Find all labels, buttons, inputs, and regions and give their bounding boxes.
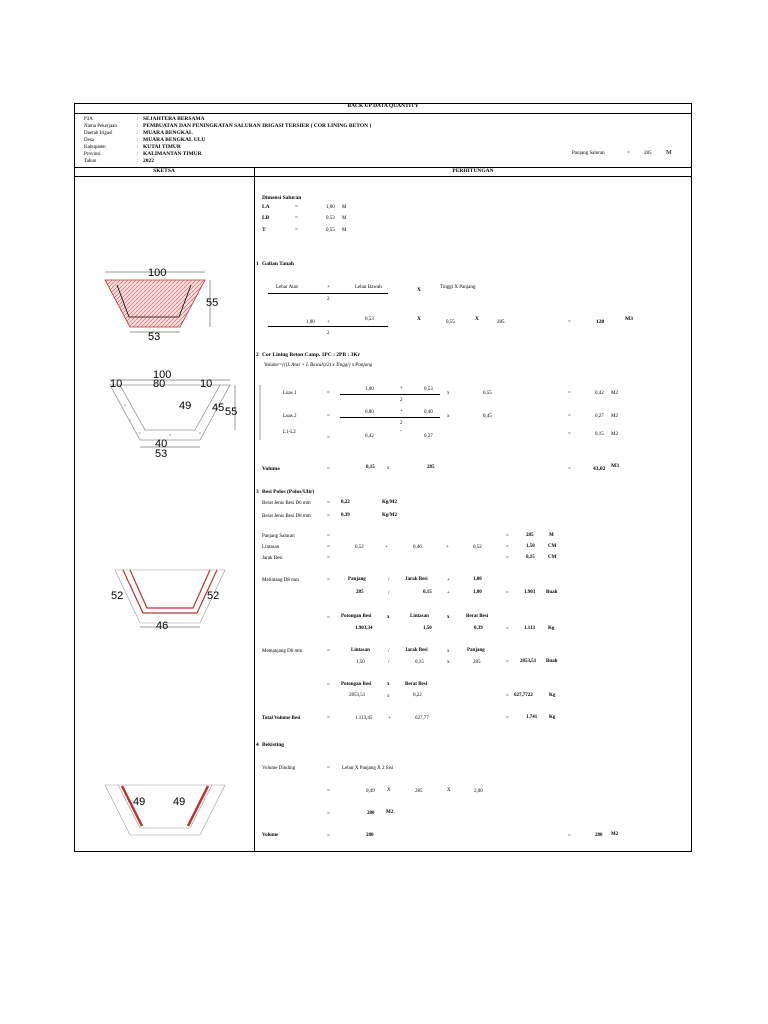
value: 627,77: [415, 716, 429, 721]
row-eq: =: [327, 649, 330, 654]
row-label: Volume: [262, 833, 279, 838]
value: 1,50: [356, 660, 365, 665]
value: 0,52: [355, 545, 364, 550]
dim-label: 100: [148, 267, 167, 279]
dim-label: 49: [133, 796, 146, 808]
document-sheet: [74, 103, 692, 852]
value-op: -: [400, 429, 402, 434]
value-op: x: [387, 466, 390, 471]
result-value: 627,7722: [514, 693, 533, 698]
formula-term: Potongan Besi: [341, 614, 372, 619]
value: 285: [497, 320, 505, 325]
dim-label: 52: [207, 590, 220, 602]
result-unit: M3: [611, 463, 619, 469]
dim-label: 100: [153, 369, 172, 381]
section-number: 4: [256, 742, 259, 748]
value: 0,80: [365, 410, 374, 415]
result-eq: =: [506, 591, 509, 596]
unit: Kg/M2: [382, 513, 397, 518]
row-eq: =: [327, 414, 330, 419]
row-label: Luas 1: [283, 391, 297, 396]
formula-term: Potongan Besi: [341, 682, 372, 687]
formula-term: Tinggi X Panjang: [440, 285, 476, 290]
value-op: +: [446, 545, 449, 550]
row-label: Jarak Besi: [262, 556, 283, 561]
info-label-desa: Desa: [84, 138, 94, 143]
value-op: +: [327, 320, 330, 325]
info-label-tahun: Tahun: [84, 159, 97, 164]
value: 0,42: [365, 434, 374, 439]
formula-op: x: [387, 615, 390, 620]
dim-label: 10: [200, 378, 213, 390]
fraction-bar: [268, 326, 388, 327]
value: 0,15: [423, 590, 432, 595]
row-label: Luas 2: [283, 414, 297, 419]
result-unit: M2: [611, 432, 618, 437]
result-unit: M3: [625, 316, 633, 322]
value-op: x: [447, 414, 450, 419]
result-value: 0,27: [595, 414, 604, 419]
row-label: Melintang D8 mm: [262, 578, 299, 583]
value-op: /: [388, 591, 390, 596]
formula-op: /: [388, 578, 390, 583]
row-eq: =: [327, 716, 330, 721]
info-value-p3a: SEJAHTERA BERSAMA: [143, 116, 205, 122]
formula-op: X: [417, 287, 421, 293]
dimensi-key: LA: [262, 204, 270, 210]
unit: M2: [386, 810, 394, 815]
formula-op: x: [447, 649, 450, 654]
value: 285: [415, 789, 423, 794]
info-label-p3a: P3A: [84, 117, 93, 122]
info-label-daerah: Daerah Irigasi: [84, 131, 113, 136]
value: 0,39: [341, 513, 350, 518]
formula-op: x: [387, 682, 390, 687]
value-op: +: [385, 545, 388, 550]
info-value-tahun: 2022: [143, 158, 154, 164]
formula-op: x: [447, 615, 450, 620]
row-label: Lintasan: [262, 545, 280, 550]
info-value-provinsi: KALIMANTAN TIMUR: [143, 151, 202, 157]
row-eq: =: [327, 616, 330, 621]
dimensi-key: LB: [262, 215, 270, 221]
result-unit: M2: [611, 391, 618, 396]
row-eq: =: [327, 514, 330, 519]
section-title: Galian Tanah: [262, 261, 294, 267]
result-eq: =: [568, 320, 571, 325]
unit: Kg/M2: [382, 500, 397, 505]
value: 0,53: [424, 387, 433, 392]
formula-term: Panjang: [467, 648, 485, 653]
value: 285: [356, 590, 364, 595]
dimensi-unit: M: [342, 205, 347, 210]
panjang-value: 285: [644, 151, 652, 156]
value-op: +: [400, 386, 403, 391]
value: 0,15: [415, 660, 424, 665]
value: 1,00: [365, 387, 374, 392]
dimensi-unit: M: [342, 228, 347, 233]
row-label: Berat Jenis Besi D8 mm: [262, 514, 311, 519]
sketch-bekisting: [100, 780, 230, 840]
result-eq: =: [506, 660, 509, 665]
formula-term: Lebar Bawah: [355, 285, 382, 290]
result-value: 0,15: [526, 555, 535, 560]
row-eq: =: [327, 683, 330, 688]
value-op: /: [388, 660, 390, 665]
value: 280: [367, 811, 375, 816]
result-value: 2853,51: [520, 659, 537, 664]
value: 0,55: [446, 320, 455, 325]
dimensi-title: Dimensi Saluran: [262, 195, 302, 201]
row-label: L1-L2: [283, 430, 296, 435]
value: 1,00: [306, 320, 315, 325]
result-eq: =: [568, 432, 571, 437]
result-unit: Kg: [548, 626, 555, 631]
value: 0,40: [424, 410, 433, 415]
result-eq: =: [506, 694, 509, 699]
value: 0,46: [413, 545, 422, 550]
value: 0,52: [473, 545, 482, 550]
panjang-eq: =: [627, 151, 630, 156]
info-colon: :: [137, 124, 139, 129]
formula-op: /: [388, 649, 390, 654]
value-op: +: [388, 716, 391, 721]
dim-label: 10: [110, 378, 123, 390]
value: 0,27: [424, 434, 433, 439]
header-sketsa: SKETSA: [153, 168, 175, 174]
result-eq: =: [568, 414, 571, 419]
dim-label: 46: [156, 620, 169, 632]
result-eq: =: [506, 627, 509, 632]
info-value-desa: MUARA BENGKAL ULU: [143, 137, 206, 143]
sketch-cor-lining: [100, 375, 270, 465]
value: 1.903,34: [355, 626, 373, 631]
value-divisor: 2: [327, 331, 330, 336]
info-colon: :: [137, 117, 139, 122]
result-value: 1.903: [524, 590, 536, 595]
section-title: Cor Lining Beton Camp. 1PC : 2PB : 3Kr: [262, 352, 361, 358]
result-eq: =: [506, 716, 509, 721]
result-value: 0,15: [595, 432, 604, 437]
row-eq: =: [327, 766, 330, 771]
result-unit: M2: [611, 414, 618, 419]
dim-label: 45: [212, 402, 225, 414]
row-label: Volume: [262, 466, 280, 472]
fraction-bar: [340, 394, 440, 395]
fraction-bar: [340, 417, 440, 418]
formula: Volume={((L Atas + L Bawah)/2) x Tinggi} x Panjang: [264, 363, 373, 368]
info-value-pekerjaan: PEMBUATAN DAN PENINGKATAN SALURAN IRIGASI TERSIER ( COR LINING BETON ): [143, 123, 372, 129]
header-perhitungan: PERHITUNGAN: [452, 168, 494, 174]
value: 0,22: [341, 500, 350, 505]
dim-label: 53: [148, 331, 161, 343]
value: 0,22: [413, 693, 422, 698]
row-eq: =: [327, 391, 330, 396]
result-value: 0,42: [595, 391, 604, 396]
value: 285: [427, 465, 435, 470]
section-number: 1: [256, 261, 259, 267]
value: 2853,51: [349, 693, 366, 698]
dim-label: 49: [179, 400, 192, 412]
value: 280: [366, 833, 374, 838]
formula-term: Jarak Besi: [405, 577, 428, 582]
dimensi-eq: =: [295, 216, 298, 221]
row-eq: =: [327, 501, 330, 506]
dim-label: 52: [111, 590, 124, 602]
formula-term: Panjang: [348, 577, 366, 582]
row-eq: =: [327, 578, 330, 583]
dimensi-value: 1,00: [326, 205, 335, 210]
formula-term: 1,00: [473, 577, 482, 582]
row-eq: =: [327, 834, 330, 839]
formula-term: Jarak Besi: [405, 648, 428, 653]
row-eq: =: [327, 545, 330, 550]
row-eq: =: [327, 812, 330, 817]
dim-label: 49: [173, 796, 186, 808]
info-colon: :: [137, 131, 139, 136]
column-divider: [254, 167, 255, 852]
formula-term: Berat Besi: [405, 682, 428, 687]
value-op: X: [387, 788, 391, 793]
info-colon: :: [137, 145, 139, 150]
row-label: Berat Jenis Besi D6 mm: [262, 501, 311, 506]
doc-title: BACK UP DATA QUANTITY: [347, 103, 419, 109]
dimensi-unit: M: [342, 216, 347, 221]
formula-term: Lintasan: [410, 614, 429, 619]
value-op: x: [387, 694, 390, 699]
value: 0,45: [483, 414, 492, 419]
value-op: X: [475, 316, 479, 322]
section-number: 3: [256, 489, 259, 495]
dim-label: 40: [155, 438, 168, 450]
value-divisor: 2: [400, 398, 403, 403]
dim-label: 80: [153, 378, 166, 390]
info-colon: :: [137, 138, 139, 143]
value-op: +: [400, 409, 403, 414]
result-unit: CM: [548, 555, 557, 560]
dim-label: 53: [155, 448, 168, 460]
result-unit: M: [549, 533, 554, 538]
result-eq: =: [568, 834, 571, 839]
result-unit: CM: [548, 544, 557, 549]
formula-term: Lebar Atas: [276, 285, 298, 290]
result-value: 43,02: [593, 466, 606, 472]
value-op: x: [447, 660, 450, 665]
row-eq: =: [327, 556, 330, 561]
dimensi-eq: =: [295, 228, 298, 233]
result-eq: =: [506, 534, 509, 539]
dimensi-value: 0,53: [326, 216, 335, 221]
result-value: 1,50: [526, 544, 535, 549]
panjang-label: Panjang Saluran: [572, 151, 605, 156]
section-title: Besi Polos (Polos/Ulir): [262, 489, 315, 495]
row-label: Volume Dinding: [262, 766, 296, 771]
divider: [74, 176, 692, 177]
section-title: Bekisting: [262, 742, 285, 748]
value-divisor: 2: [400, 421, 403, 426]
info-value-daerah: MUARA BENGKAL: [143, 130, 193, 136]
value: 2,00: [474, 789, 483, 794]
info-label-kabupaten: Kabupaten: [84, 145, 106, 150]
result-unit: Kg: [549, 693, 556, 698]
value: 0,53: [365, 317, 374, 322]
value-op: x: [447, 391, 450, 396]
info-label-provinsi: Provinsi: [84, 152, 101, 157]
result-unit: Buah: [546, 590, 558, 595]
info-label-pekerjaan: Nama Pekerjaan: [84, 124, 117, 129]
dimensi-value: 0,55: [326, 228, 335, 233]
result-unit: Kg: [549, 715, 556, 720]
info-colon: :: [137, 159, 139, 164]
dim-label: 55: [206, 297, 219, 309]
result-value: 1.113: [524, 626, 535, 631]
fraction-bar: [268, 293, 388, 294]
value: 1,50: [423, 626, 432, 631]
info-value-kabupaten: KUTAI TIMUR: [143, 144, 181, 150]
value: 285: [473, 660, 481, 665]
result-value: 1.741: [526, 715, 538, 720]
value-op: +: [447, 591, 450, 596]
dim-label: 55: [225, 406, 238, 418]
value: 1.113,45: [355, 716, 373, 721]
panjang-unit: M: [666, 149, 672, 156]
row-eq: =: [327, 436, 330, 441]
divider: [74, 113, 692, 114]
formula-op: +: [327, 285, 330, 290]
result-eq: =: [568, 467, 571, 472]
result-unit: Buah: [546, 659, 558, 664]
row-eq: =: [327, 789, 330, 794]
value-op: X: [447, 788, 451, 793]
formula-term: Berat Besi: [466, 614, 489, 619]
formula: Lebar X Panjang X 2 Sisi: [342, 766, 394, 771]
result-value: 120: [596, 319, 605, 325]
row-label: Total Volume Besi: [262, 716, 301, 721]
result-value: 280: [595, 833, 603, 838]
value: 1,00: [473, 590, 482, 595]
result-eq: =: [568, 391, 571, 396]
dimensi-key: T: [262, 227, 266, 233]
value-op: X: [417, 316, 421, 322]
section-number: 2: [256, 352, 259, 358]
result-eq: =: [506, 545, 509, 550]
result-eq: =: [506, 556, 509, 561]
row-label: Panjang Saluran: [262, 534, 295, 539]
row-label: Memanjang D6 mm: [262, 649, 303, 654]
formula-op: +: [447, 578, 450, 583]
formula-divisor: 2: [327, 297, 330, 302]
formula-term: Lintasan: [351, 648, 370, 653]
row-eq: =: [327, 534, 330, 539]
value: 0,49: [366, 789, 375, 794]
result-unit: M2: [611, 832, 619, 837]
value: 0,15: [366, 465, 375, 470]
info-colon: :: [137, 152, 139, 157]
row-eq: =: [327, 467, 330, 472]
value: 0,55: [483, 391, 492, 396]
result-value: 285: [526, 533, 534, 538]
dimensi-eq: =: [295, 205, 298, 210]
value: 0,39: [474, 626, 483, 631]
